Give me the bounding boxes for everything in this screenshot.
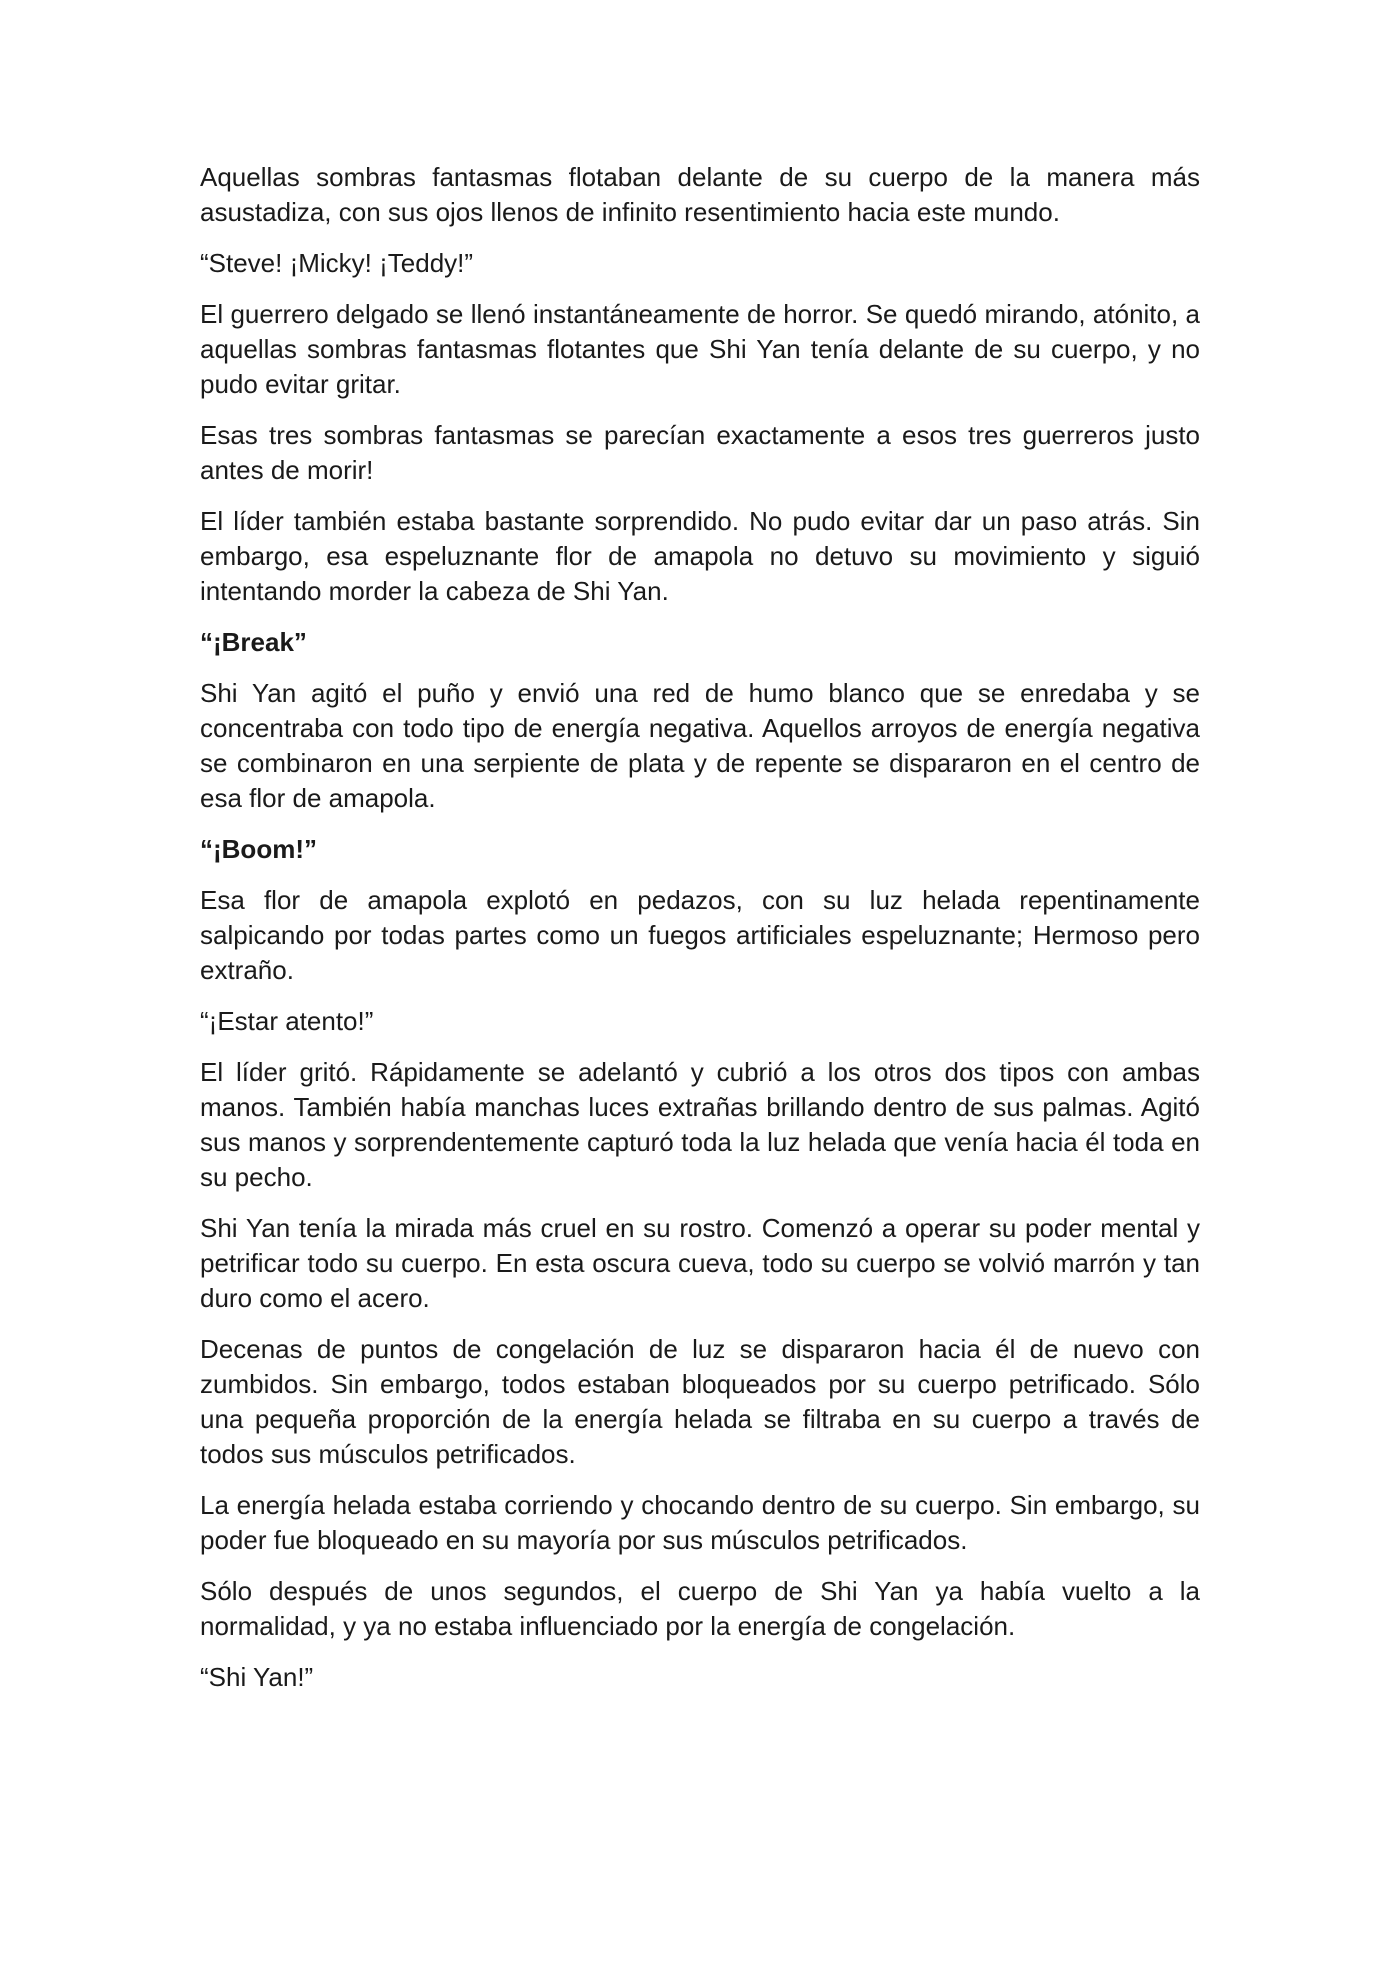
paragraph-10: “¡Estar atento!” — [200, 1006, 374, 1036]
paragraph-12: Shi Yan tenía la mirada más cruel en su rostro. Comenzó a operar su poder mental y petrificar todo su cuerpo. En esta oscura cueva, todo su cuerpo se volvió marrón y tan duro como el acero. — [200, 1213, 1200, 1313]
paragraph-5: El líder también estaba bastante sorprendido. No pudo evitar dar un paso atrás. Sin embargo, esa espeluznante flor de amapola no detuvo su movimiento y siguió intentando morder la cabeza de Shi Yan. — [200, 506, 1200, 606]
paragraph-2: “Steve! ¡Micky! ¡Teddy!” — [200, 248, 474, 278]
paragraph-15: Sólo después de unos segundos, el cuerpo de Shi Yan ya había vuelto a la normalidad, y ya no estaba influenciado por la energía de congelación. — [200, 1576, 1200, 1641]
paragraph-4: Esas tres sombras fantasmas se parecían exactamente a esos tres guerreros justo antes de morir! — [200, 420, 1200, 485]
paragraph-7: Shi Yan agitó el puño y envió una red de humo blanco que se enredaba y se concentraba con todo tipo de energía negativa. Aquellos arroyos de energía negativa se combinaron en una serpiente de plata y de repente se dispararon en el centro de esa flor de amapola. — [200, 678, 1200, 813]
paragraph-11: El líder gritó. Rápidamente se adelantó y cubrió a los otros dos tipos con ambas manos. También había manchas luces extrañas brillando dentro de sus palmas. Agitó sus manos y sorprendentemente capturó toda la luz helada que venía hacia él toda en su pecho. — [200, 1057, 1200, 1192]
paragraph-6: “¡Break” — [200, 627, 307, 657]
paragraph-13: Decenas de puntos de congelación de luz se dispararon hacia él de nuevo con zumbidos. Sin embargo, todos estaban bloqueados por su cuerpo petrificado. Sólo una pequeña proporción de la energía helada se filtraba en su cuerpo a través de todos sus músculos petrificados. — [200, 1334, 1200, 1469]
paragraph-9: Esa flor de amapola explotó en pedazos, con su luz helada repentinamente salpicando por todas partes como un fuegos artificiales espeluznante; Hermoso pero extraño. — [200, 885, 1200, 985]
paragraph-16: “Shi Yan!” — [200, 1662, 314, 1692]
paragraph-1: Aquellas sombras fantasmas flotaban delante de su cuerpo de la manera más asustadiza, con sus ojos llenos de infinito resentimiento hacia este mundo. — [200, 162, 1200, 227]
paragraph-8: “¡Boom!” — [200, 834, 317, 864]
document-body — [200, 160, 1200, 1711]
paragraph-14: La energía helada estaba corriendo y chocando dentro de su cuerpo. Sin embargo, su poder fue bloqueado en su mayoría por sus músculos petrificados. — [200, 1490, 1200, 1555]
paragraph-3: El guerrero delgado se llenó instantáneamente de horror. Se quedó mirando, atónito, a aquellas sombras fantasmas flotantes que Shi Yan tenía delante de su cuerpo, y no pudo evitar gritar. — [200, 299, 1200, 399]
